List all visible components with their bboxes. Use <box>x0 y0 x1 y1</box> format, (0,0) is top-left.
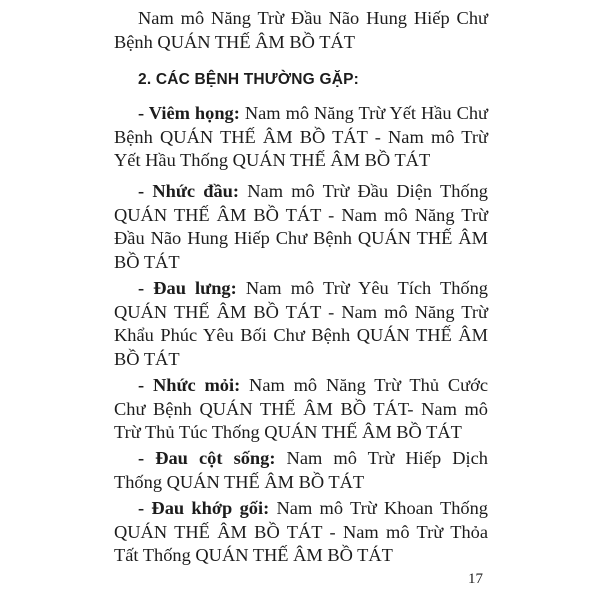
list-item-viem-hong <box>114 102 488 173</box>
list-item-dau-lung <box>114 277 488 371</box>
intro-paragraph <box>114 7 488 54</box>
item-text: Nam mô Trừ Khoan Thống QUÁN THẾ ÂM BỒ TÁT - Nam mô Trừ Thỏa Tất Thống QUÁN THẾ ÂM BỒ TÁT <box>114 498 489 565</box>
list-item-nhuc-moi <box>114 374 488 445</box>
list-item-nhuc-dau <box>114 180 488 274</box>
item-term: - Nhức mỏi: <box>138 375 241 395</box>
item-term: - Viêm họng: <box>138 103 240 123</box>
item-text: Nam mô Năng Trừ Thủ Cước Chư Bệnh QUÁN THẾ ÂM BỒ TÁT- Nam mô Trừ Thủ Túc Thống QUÁN THẾ ÂM BỒ TÁT <box>114 375 488 442</box>
item-text: Nam mô Trừ Đầu Diện Thống QUÁN THẾ ÂM BỒ TÁT - Nam mô Năng Trừ Đầu Não Hung Hiếp Chư Bệnh QUÁN THẾ ÂM BỒ TÁT <box>114 181 488 272</box>
page-number: 17 <box>468 571 483 587</box>
item-term: - Đau khớp gối: <box>138 498 270 518</box>
section-heading: 2. CÁC BỆNH THƯỜNG GẶP: <box>138 71 359 88</box>
item-text: Nam mô Trừ Yêu Tích Thống QUÁN THẾ ÂM BỒ TÁT - Nam mô Năng Trừ Khẩu Phúc Yêu Bối Chư Bệnh QUÁN THẾ ÂM BỒ TÁT <box>114 278 488 369</box>
intro-text: Nam mô Năng Trừ Đầu Não Hung Hiếp Chư Bệnh QUÁN THẾ ÂM BỒ TÁT <box>114 8 488 52</box>
list-item-dau-cot-song <box>114 447 488 494</box>
item-term: - Đau cột sống: <box>138 448 276 468</box>
item-text: Nam mô Năng Trừ Yết Hầu Chư Bệnh QUÁN THẾ ÂM BỒ TÁT - Nam mô Trừ Yết Hầu Thống QUÁN THẾ ÂM BỒ TÁT <box>114 103 488 170</box>
item-term: - Nhức đầu: <box>138 181 240 201</box>
item-text: Nam mô Trừ Hiếp Dịch Thống QUÁN THẾ ÂM BỒ TÁT <box>114 448 488 492</box>
list-item-dau-khop-goi <box>114 497 488 568</box>
item-term: - Đau lưng: <box>138 278 237 298</box>
